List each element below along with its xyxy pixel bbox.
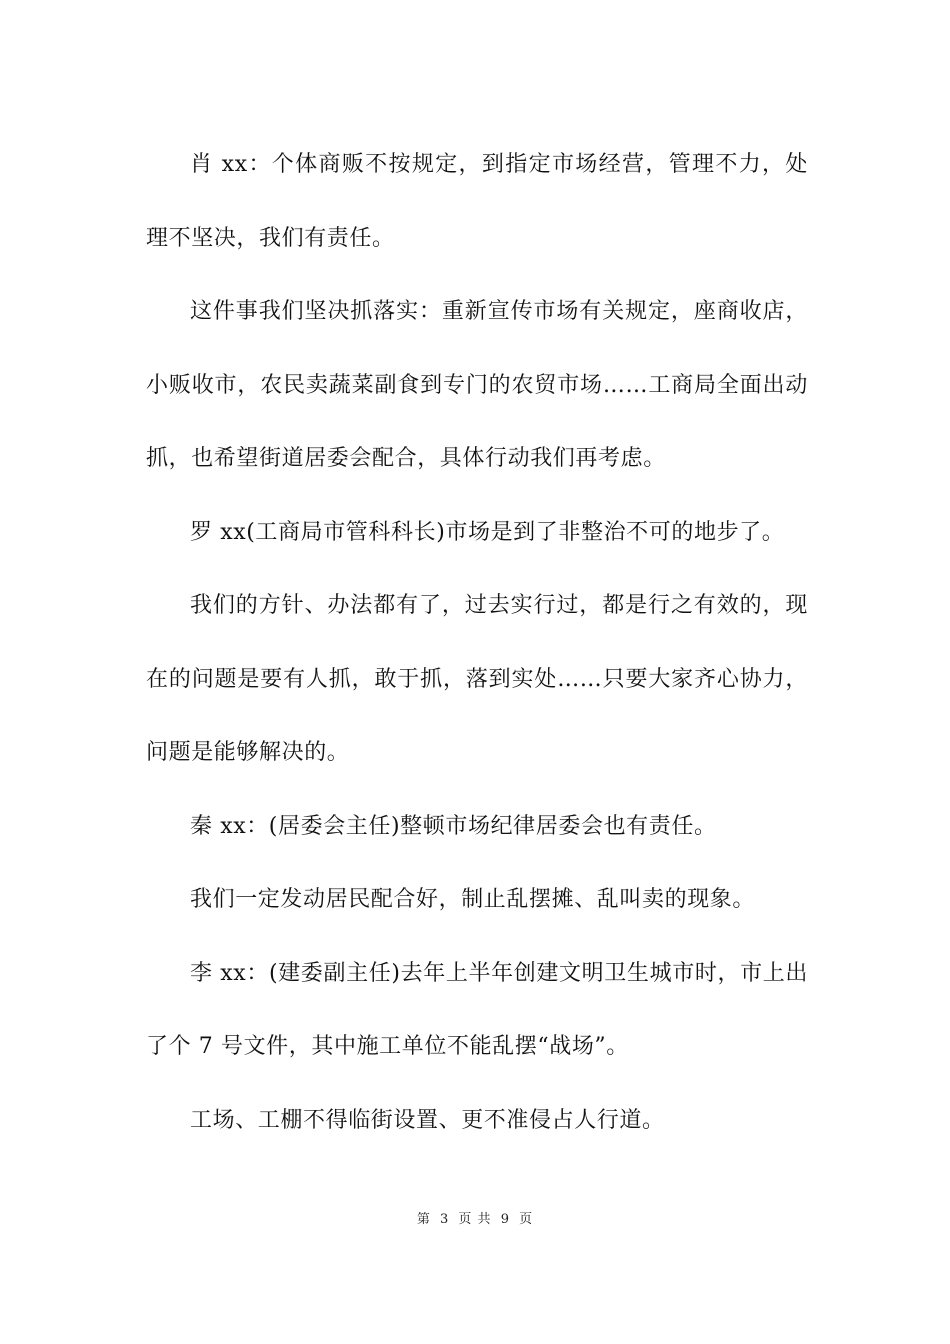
paragraph-8: 工场、工棚不得临街设置、更不准侵占人行道。 bbox=[190, 1107, 665, 1133]
footer-prefix: 第 bbox=[416, 1212, 431, 1227]
paragraph-5: 秦 xx：(居委会主任)整顿市场纪律居委会也有责任。 bbox=[190, 813, 717, 839]
paragraph-4: 我们的方针、办法都有了，过去实行过，都是行之有效的，现在的问题是要有人抓，敢于抓，落到实处……只要大家齐心协力，问题是能够解决的。 bbox=[146, 593, 808, 765]
paragraph-3: 罗 xx(工商局市管科科长)市场是到了非整治不可的地步了。 bbox=[190, 519, 785, 545]
total-page-count: 9 bbox=[500, 1212, 510, 1227]
paragraph-1: 肖 xx：个体商贩不按规定，到指定市场经营，管理不力，处理不坚决，我们有责任。 bbox=[146, 152, 808, 251]
footer-suffix: 页 bbox=[519, 1212, 534, 1227]
footer-middle: 页 共 bbox=[458, 1212, 492, 1227]
document-body bbox=[146, 128, 808, 1157]
paragraph-6: 我们一定发动居民配合好，制止乱摆摊、乱叫卖的现象。 bbox=[190, 887, 756, 912]
paragraph-7: 李 xx：(建委副主任)去年上半年创建文明卫生城市时，市上出了个 7 号文件，其中施工单位不能乱摆“战场”。 bbox=[146, 960, 808, 1059]
page-footer bbox=[0, 1208, 950, 1227]
current-page-number: 3 bbox=[440, 1212, 450, 1227]
paragraph-2: 这件事我们坚决抓落实：重新宣传市场有关规定，座商收店，小贩收市，农民卖蔬菜副食到专门的农贸市场……工商局全面出动抓，也希望街道居委会配合，具体行动我们再考虑。 bbox=[146, 299, 808, 471]
